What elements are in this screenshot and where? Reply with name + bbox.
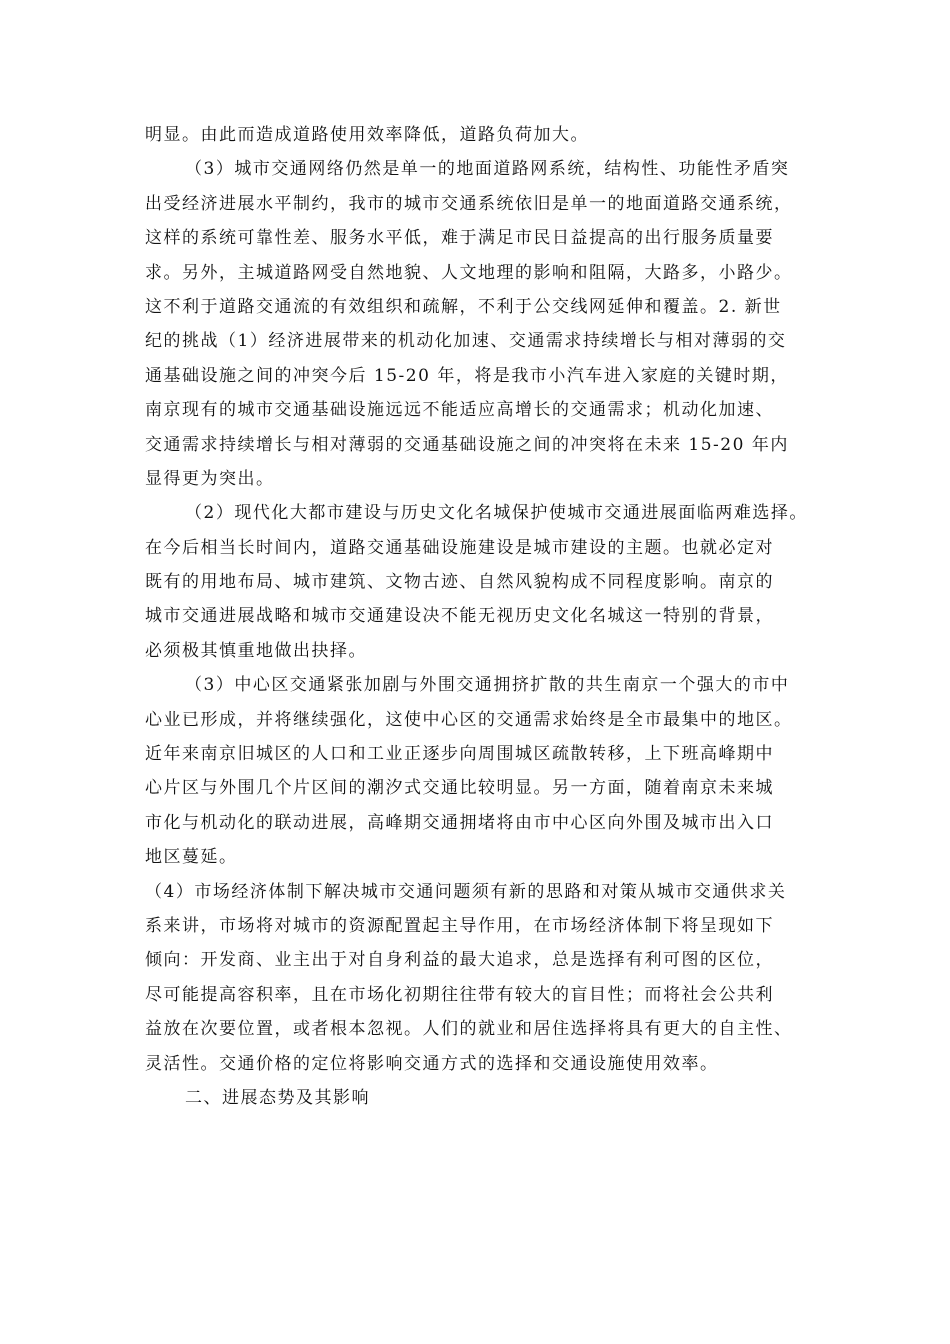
text-line: （3）中心区交通紧张加剧与外围交通拥挤扩散的共生南京一个强大的市中 [185,675,790,696]
text-line: 明显。由此而造成道路使用效率降低，道路负荷加大。 [145,125,589,145]
text-line: 显得更为突出。 [145,468,275,489]
text-line: 求。另外，主城道路网受自然地貌、人文地理的影响和阻隔，大路多，小路少。 [145,262,793,283]
text-line: （4）市场经济体制下解决城市交通问题须有新的思路和对策从城市交通供求关 [145,881,787,902]
section-heading: 二、进展态势及其影响 [185,1087,370,1108]
text-line: 通基础设施之间的冲突今后 15-20 年，将是我市小汽车进入家庭的关键时期， [145,365,789,386]
text-line: 这样的系统可靠性差、服务水平低，难于满足市民日益提高的出行服务质量要 [145,228,774,249]
text-line: 必须极其慎重地做出抉择。 [145,640,367,661]
text-line: 倾向：开发商、业主出于对自身利益的最大追求，总是选择有利可图的区位， [145,950,774,971]
text-line: 交通需求持续增长与相对薄弱的交通基础设施之间的冲突将在未来 15-20 年内 [145,434,789,455]
text-line: 市化与机动化的联动进展，高峰期交通拥堵将由市中心区向外围及城市出入口 [145,812,774,833]
text-line: 南京现有的城市交通基础设施远远不能适应高增长的交通需求；机动化加速、 [145,400,774,421]
document-body [145,118,810,1115]
text-line: 既有的用地布局、城市建筑、文物古迹、自然风貌构成不同程度影响。南京的 [145,572,774,593]
text-line: 系来讲，市场将对城市的资源配置起主导作用，在市场经济体制下将呈现如下 [145,915,774,936]
text-line: 益放在次要位置，或者根本忽视。人们的就业和居住选择将具有更大的自主性、 [145,1019,793,1040]
text-line: 尽可能提高容积率，且在市场化初期往往带有较大的盲目性；而将社会公共利 [145,984,774,1005]
text-line: 纪的挑战（1）经济进展带来的机动化加速、交通需求持续增长与相对薄弱的交 [145,331,787,352]
text-line: （2）现代化大都市建设与历史文化名城保护使城市交通进展面临两难选择。 [185,503,808,524]
text-line: 心片区与外围几个片区间的潮汐式交通比较明显。另一方面，随着南京未来城 [145,778,774,799]
text-line: 近年来南京旧城区的人口和工业正逐步向周围城区疏散转移，上下班高峰期中 [145,744,774,765]
text-line: 灵活性。交通价格的定位将影响交通方式的选择和交通设施使用效率。 [145,1053,719,1074]
text-line: 地区蔓延。 [145,847,238,868]
text-line: 在今后相当长时间内，道路交通基础设施建设是城市建设的主题。也就必定对 [145,537,774,558]
text-line: 城市交通进展战略和城市交通建设决不能无视历史文化名城这一特别的背景， [145,606,774,627]
text-line: 这不利于道路交通流的有效组织和疏解，不利于公交线网延伸和覆盖。2. 新世 [145,296,782,317]
text-line: 心业已形成，并将继续强化，这使中心区的交通需求始终是全市最集中的地区。 [145,709,793,730]
text-line: （3）城市交通网络仍然是单一的地面道路网系统，结构性、功能性矛盾突 [185,159,790,180]
text-line: 出受经济进展水平制约，我市的城市交通系统依旧是单一的地面道路交通系统， [145,193,793,214]
